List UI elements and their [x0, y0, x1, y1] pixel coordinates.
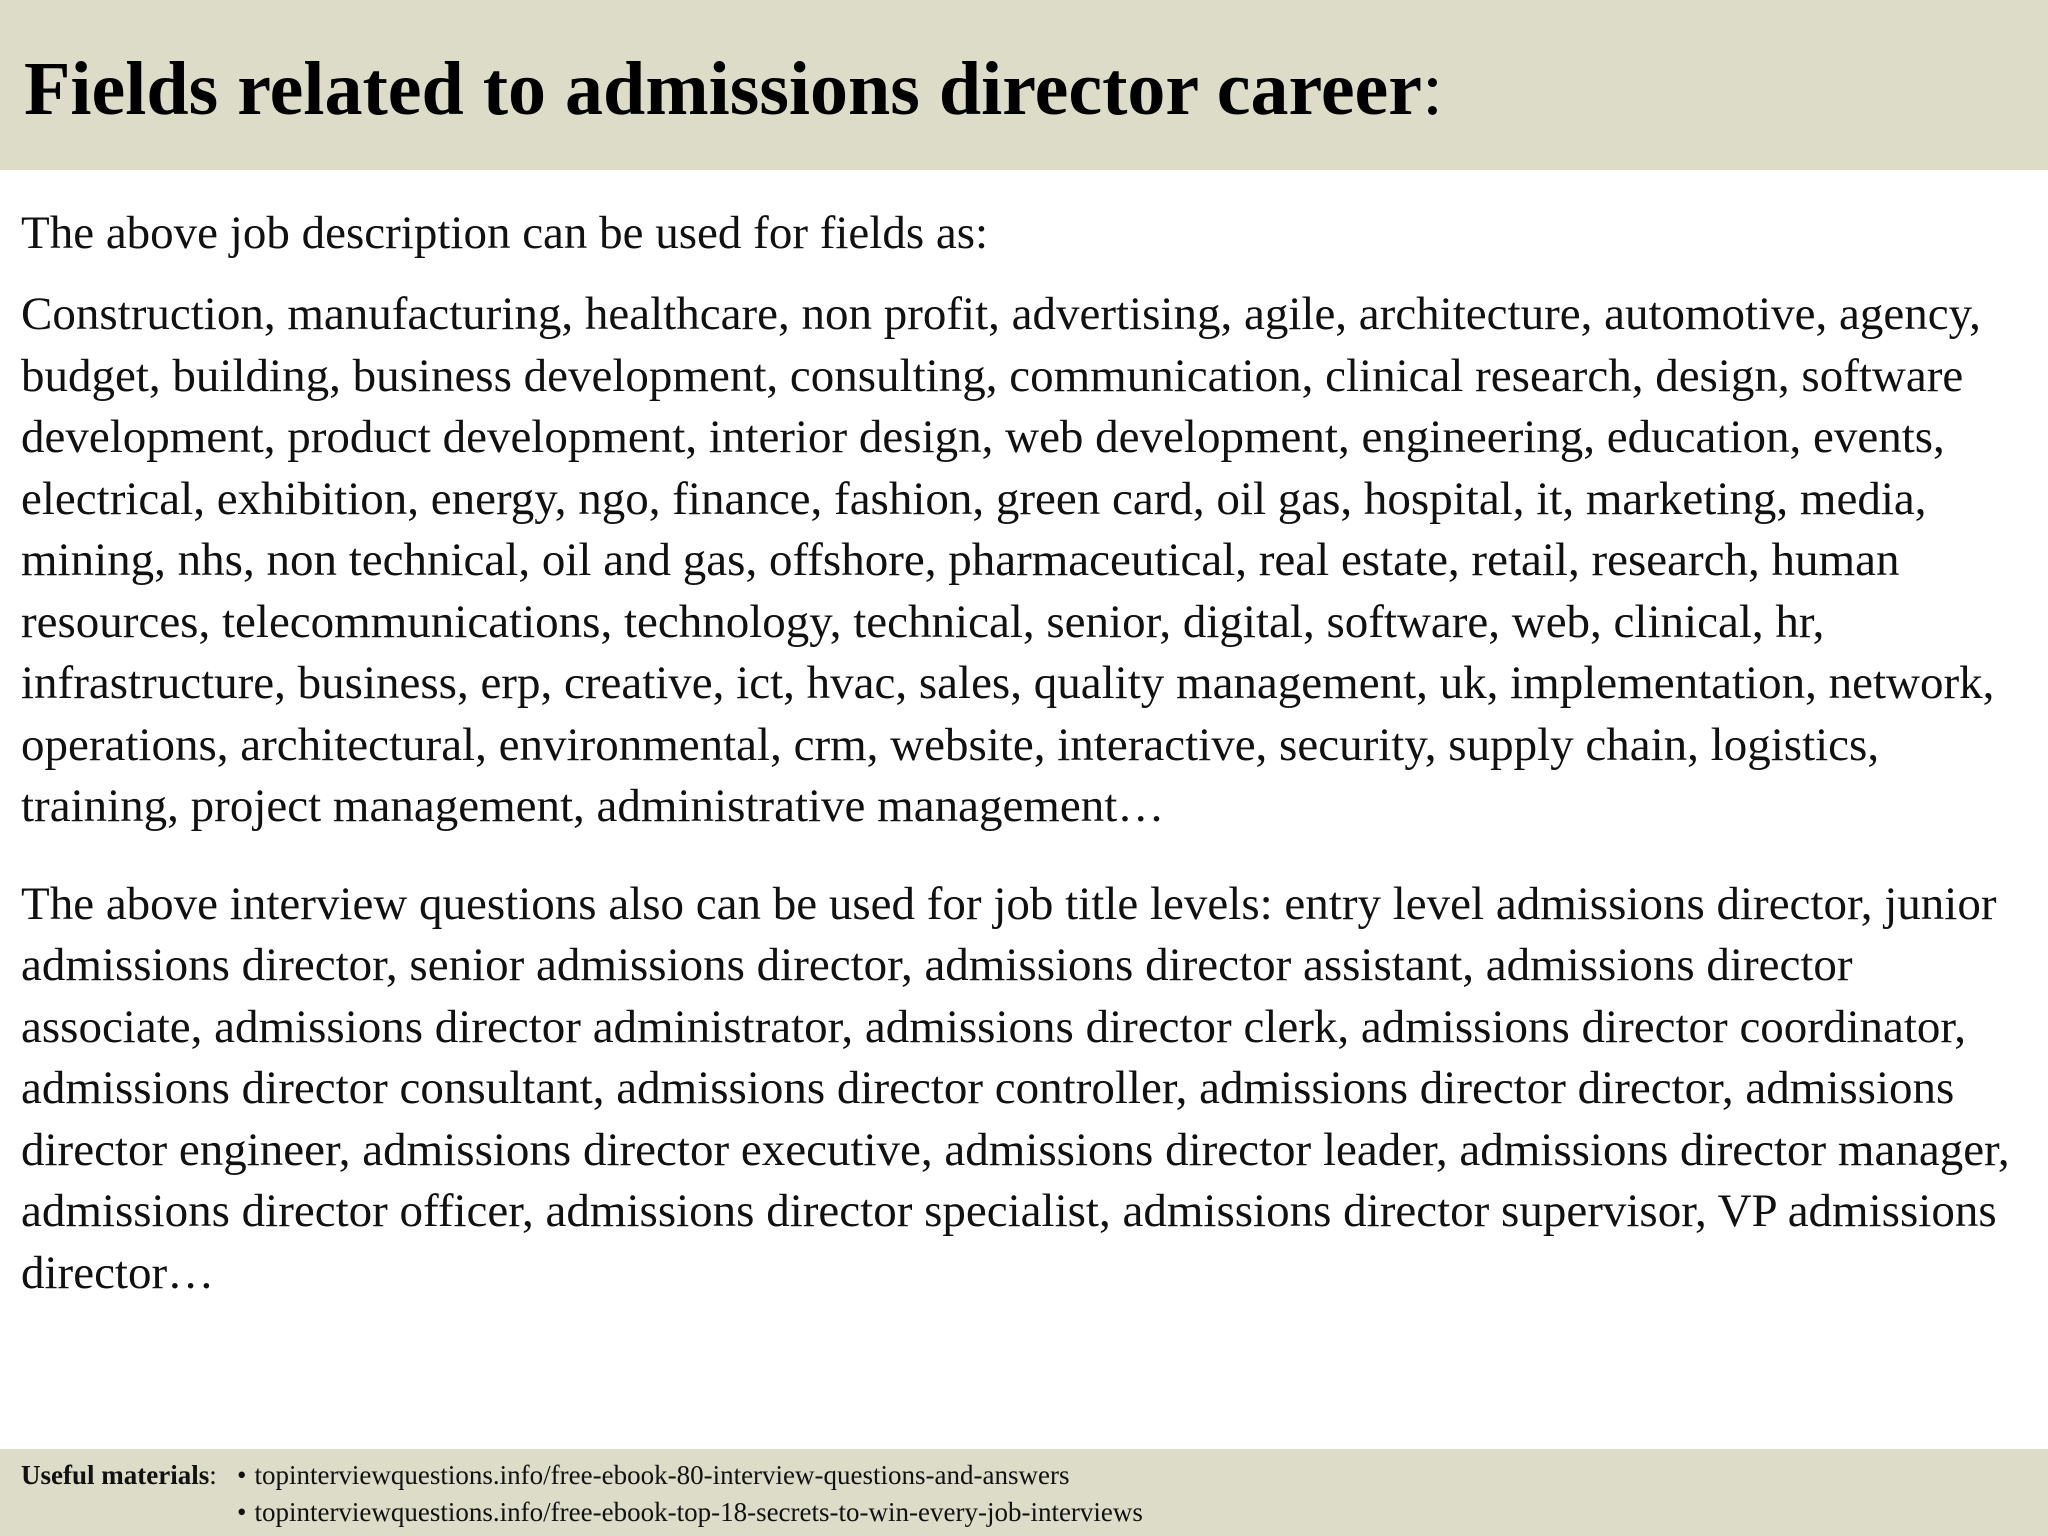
slide-title	[24, 44, 2014, 134]
bullet-icon: •	[237, 1460, 247, 1490]
useful-materials-list	[237, 1457, 1143, 1531]
footer-label-text: Useful materials	[21, 1460, 210, 1490]
intro-text: The above job description can be used for fields as:	[21, 207, 989, 259]
useful-material-item	[237, 1494, 1143, 1531]
slide-title-colon: :	[1422, 47, 1444, 131]
fields-paragraph: Construction, manufacturing, healthcare, non profit, advertising, agile, architecture, automotive, agency, budget, building, business development, consulting, communication, clinical research, design, software development, product development, interior design, web development, engineering, education, events, electrical, exhibition, energy, ngo, finance, fashion, green card, oil gas, hospital, it, marketing, media, mining, nhs, non technical, oil and gas, offshore, pharmaceutical, real estate, retail, research, human resources, telecommunications, technology, technical, senior, digital, software, web, clinical, hr, infrastructure, business, erp, creative, ict, hvac, sales, quality management, uk, implementation, network, operations, architectural, environmental, crm, website, interactive, security, supply chain, logistics, training, project management, administrative management…	[21, 288, 1995, 832]
slide-title-text: Fields related to admissions director career	[24, 47, 1423, 131]
bullet-icon: •	[237, 1497, 247, 1527]
useful-material-link-1[interactable]: topinterviewquestions.info/free-ebook-80-interview-questions-and-answers	[254, 1460, 1070, 1490]
job-levels-paragraph: The above interview questions also can be used for job title levels: entry level admissions director, junior admissions director, senior admissions director, admissions director assistant, admissions director associate, admissions director administrator, admissions director clerk, admissions director coordinator, admissions director consultant, admissions director controller, admissions director director, admissions director engineer, admissions director executive, admissions director leader, admissions director manager, admissions director officer, admissions director specialist, admissions director supervisor, VP admissions director…	[21, 877, 2010, 1299]
slide-content	[21, 202, 2026, 1304]
footer-label-colon: :	[209, 1460, 217, 1490]
useful-material-link-2[interactable]: topinterviewquestions.info/free-ebook-top-18-secrets-to-win-every-job-interviews	[254, 1497, 1143, 1527]
useful-material-item	[237, 1457, 1143, 1494]
footer-label	[21, 1457, 217, 1493]
